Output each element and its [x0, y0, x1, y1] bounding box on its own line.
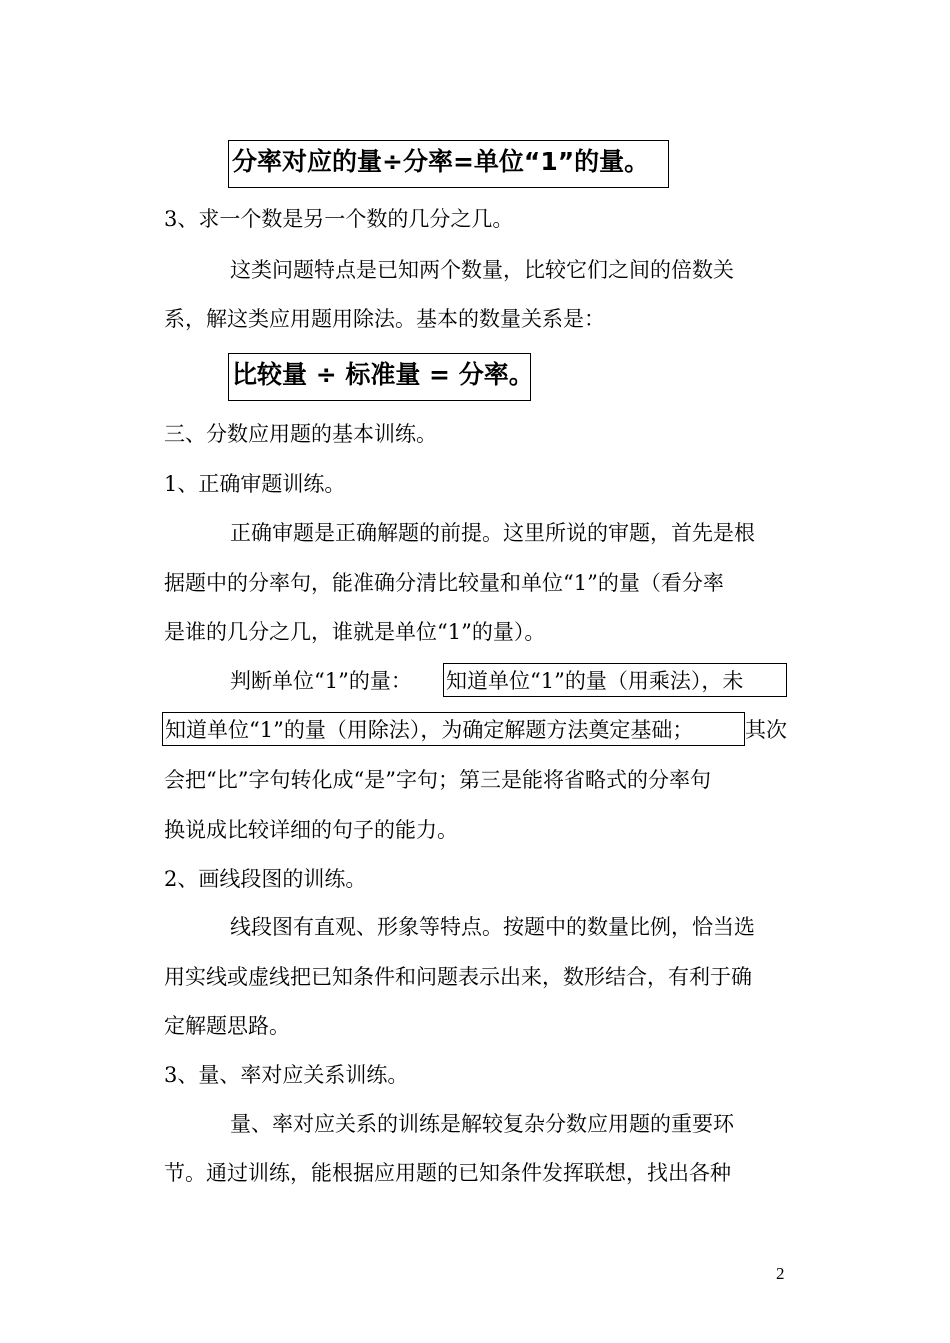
formula-box-2: 比较量 ÷ 标准量 = 分率。	[228, 353, 531, 401]
item-1-heading: 1、正确审题训练。	[164, 472, 346, 496]
paragraph-line: 正确审题是正确解题的前提。这里所说的审题，首先是根	[230, 521, 755, 545]
item-2-heading: 2、画线段图的训练。	[164, 867, 367, 891]
section-3-heading: 3、求一个数是另一个数的几分之几。	[164, 207, 514, 231]
part-3-heading: 三、分数应用题的基本训练。	[164, 422, 437, 446]
paragraph-line: 定解题思路。	[164, 1014, 290, 1038]
paragraph-line: 量、率对应关系的训练是解较复杂分数应用题的重要环	[230, 1112, 734, 1136]
paragraph-line-lead: 判断单位“1”的量：	[230, 669, 412, 693]
paragraph-line: 节。通过训练，能根据应用题的已知条件发挥联想，找出各种	[164, 1161, 731, 1185]
page-number: 2	[776, 1264, 785, 1283]
paragraph-line	[230, 257, 786, 283]
paragraph-line: 用实线或虚线把已知条件和问题表示出来，数形结合，有利于确	[164, 965, 752, 989]
paragraph-line: 是谁的几分之几，谁就是单位“1”的量）。	[164, 620, 546, 644]
paragraph-line: 线段图有直观、形象等特点。按题中的数量比例，恰当选	[230, 915, 755, 939]
paragraph-line: 系，解这类应用题用除法。基本的数量关系是：	[164, 307, 605, 331]
paragraph-line: 据题中的分率句，能准确分清比较量和单位“1”的量（看分率	[164, 571, 724, 595]
paragraph-tail: 其次	[745, 718, 787, 742]
boxed-text-2: 知道单位“1”的量（用除法），为确定解题方法奠定基础；	[165, 718, 694, 742]
item-3-heading: 3、量、率对应关系训练。	[164, 1063, 409, 1087]
paragraph-line: 换说成比较详细的句子的能力。	[164, 818, 458, 842]
boxed-text-1: 知道单位“1”的量（用乘法），未	[446, 669, 744, 693]
formula-box-1: 分率对应的量÷分率=单位“1”的量。	[228, 140, 669, 188]
line-text: 这类问题特点是已知两个数量，比较它们之间的倍数关	[230, 258, 734, 282]
paragraph-line: 会把“比”字句转化成“是”字句；第三是能将省略式的分率句	[164, 768, 711, 792]
